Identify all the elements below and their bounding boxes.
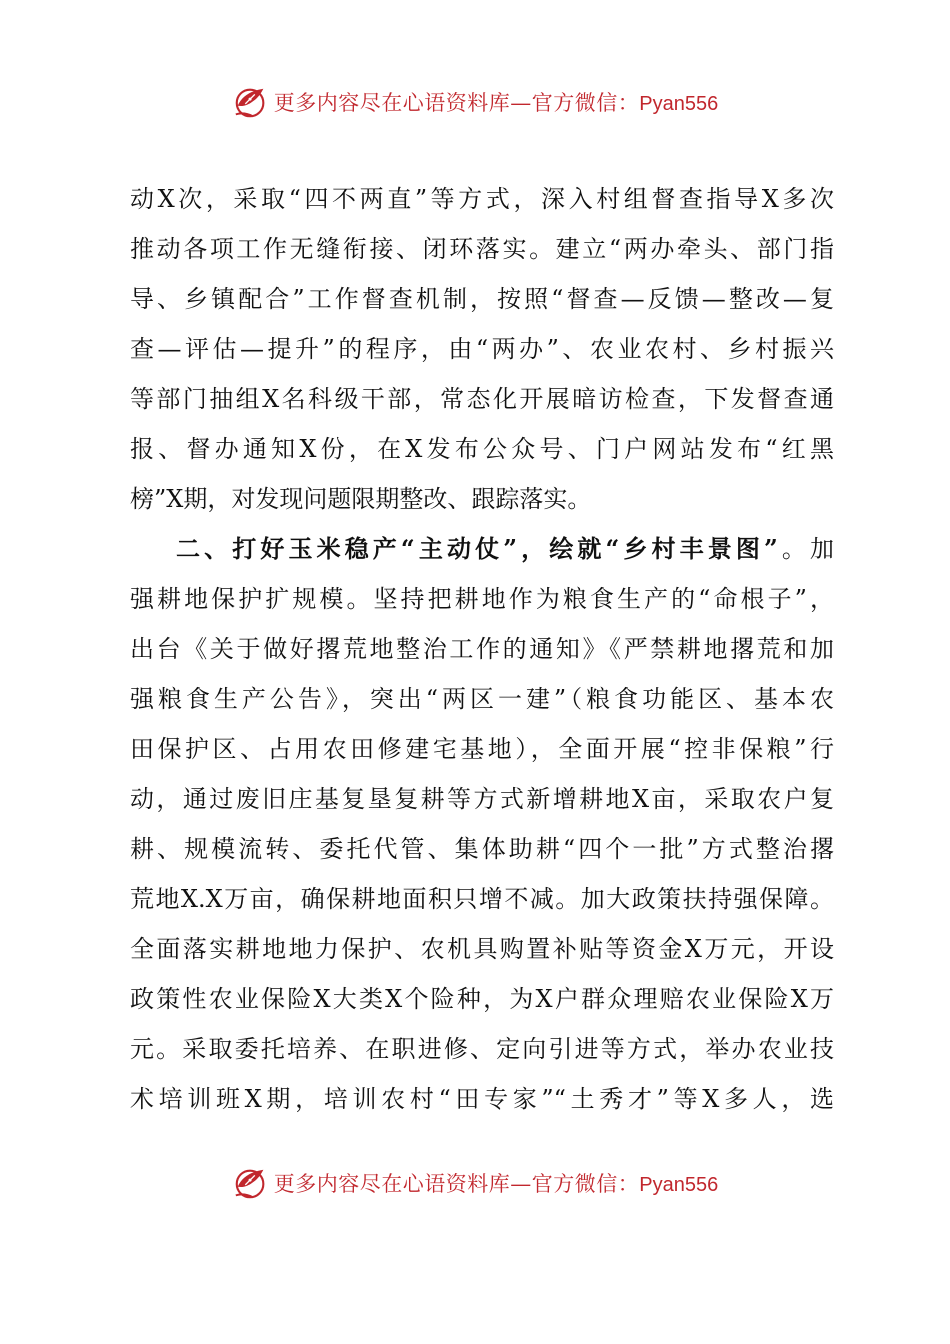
section-heading: 二、打好玉米稳产“主动仗”，绘就“乡村丰景图” bbox=[176, 534, 778, 563]
text-line: 等部门抽组X名科级干部，常态化开展暗访检查，下发督查通 bbox=[130, 385, 834, 413]
pen-nib-logo-icon bbox=[232, 83, 270, 121]
text-line: 术培训班X期，培训农村“田专家”“土秀才”等X多人，选 bbox=[130, 1085, 834, 1113]
document-body bbox=[130, 174, 834, 1124]
text-line: 动，通过废旧庄基复垦复耕等方式新增耕地X亩，采取农户复 bbox=[130, 785, 834, 813]
text-line: 田保护区、占用农田修建宅基地），全面开展“控非保粮”行 bbox=[130, 735, 834, 763]
watermark-handle: Pyan556 bbox=[639, 93, 719, 115]
watermark-banner-bottom bbox=[0, 1161, 950, 1205]
text-line: 强耕地保护扩规模。坚持把耕地作为粮食生产的“命根子”， bbox=[130, 585, 834, 613]
text-line: 政策性农业保险X大类X个险种，为X户群众理赔农业保险X万 bbox=[130, 985, 834, 1013]
text-line: 耕、规模流转、委托代管、集体助耕“四个一批”方式整治撂 bbox=[130, 835, 834, 863]
pen-nib-logo-icon bbox=[232, 1164, 270, 1202]
section-heading-line bbox=[130, 524, 834, 574]
text-line: 导、乡镇配合”工作督查机制，按照“督查—反馈—整改—复 bbox=[130, 285, 834, 313]
watermark-text: 更多内容尽在心语资料库—官方微信：Pyan556 bbox=[273, 1172, 719, 1196]
section-heading-tail: 。加 bbox=[777, 535, 835, 563]
text-line: 动X次，采取“四不两直”等方式，深入村组督查指导X多次 bbox=[130, 185, 834, 213]
watermark-text: 更多内容尽在心语资料库—官方微信：Pyan556 bbox=[273, 91, 719, 115]
text-line: 荒地X.X万亩，确保耕地面积只增不减。加大政策扶持强保障。 bbox=[130, 885, 834, 913]
text-line: 全面落实耕地地力保护、农机具购置补贴等资金X万元，开设 bbox=[130, 935, 834, 963]
text-line: 强粮食生产公告》，突出“两区一建”（粮食功能区、基本农 bbox=[130, 685, 834, 713]
text-line: 查—评估—提升”的程序，由“两办”、农业农村、乡村振兴 bbox=[130, 335, 834, 363]
text-line: 推动各项工作无缝衔接、闭环落实。建立“两办牵头、部门指 bbox=[130, 235, 834, 263]
text-line: 元。采取委托培养、在职进修、定向引进等方式，举办农业技 bbox=[130, 1035, 834, 1063]
watermark-handle: Pyan556 bbox=[639, 1174, 719, 1196]
text-line: 报、督办通知X份，在X发布公众号、门户网站发布“红黑 bbox=[130, 435, 834, 463]
text-line: 出台《关于做好撂荒地整治工作的通知》《严禁耕地撂荒和加 bbox=[130, 635, 834, 663]
watermark-banner-top bbox=[0, 80, 950, 124]
text-line: 榜”X期，对发现问题限期整改、跟踪落实。 bbox=[130, 485, 592, 513]
